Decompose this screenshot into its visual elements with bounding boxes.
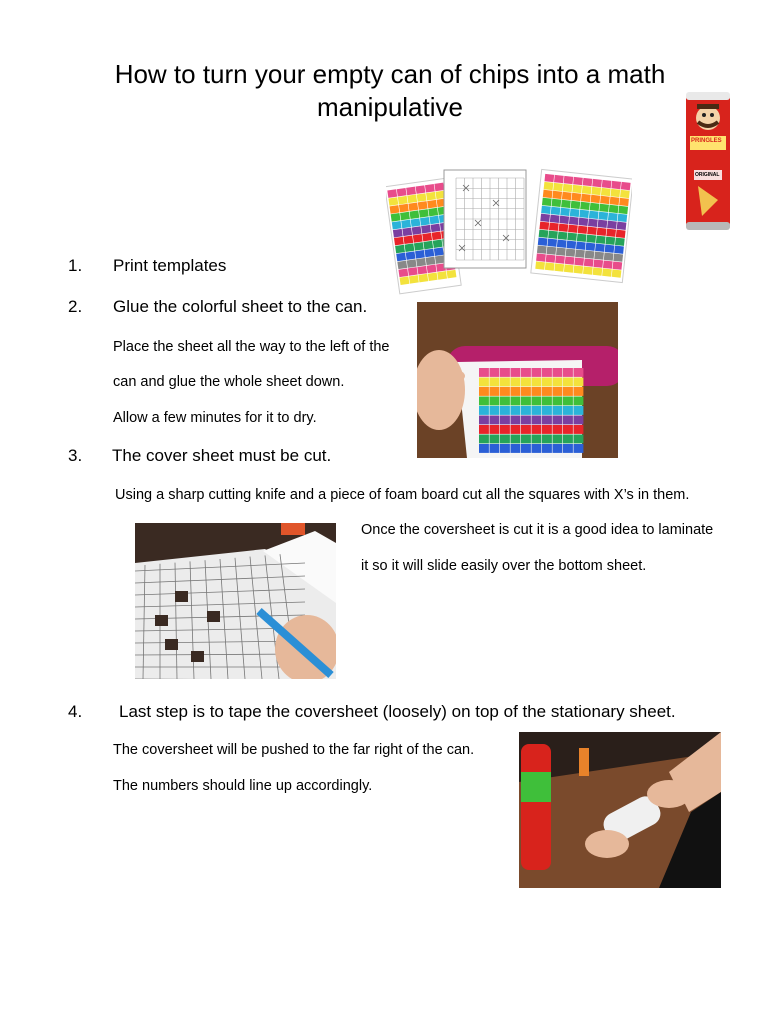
step2-text-line: can and glue the whole sheet down. [113, 374, 345, 390]
taping-coversheet-photo [519, 732, 721, 888]
glue-sheet-photo [417, 302, 618, 458]
can-flavor-label: ORIGINAL [695, 172, 720, 178]
step2-text-line: Allow a few minutes for it to dry. [113, 410, 317, 426]
step-number: 4. [68, 702, 83, 721]
step-heading: The cover sheet must be cut. [112, 446, 332, 465]
step-number: 1. [68, 256, 83, 275]
step4-text-line: The numbers should line up accordingly. [113, 778, 373, 794]
step-heading: Last step is to tape the coversheet (loosely) on top of the stationary sheet. [119, 702, 676, 721]
can-brand-label: PRINGLES [691, 138, 722, 144]
cutting-squares-photo [135, 523, 336, 679]
step4-text-line: The coversheet will be pushed to the far right of the can. [113, 742, 475, 758]
page-title: How to turn your empty can of chips into a math manipulative [114, 59, 666, 122]
step-number: 3. [68, 446, 83, 465]
step-heading: Print templates [113, 256, 227, 275]
step-number: 2. [68, 297, 83, 316]
templates-image [386, 168, 632, 296]
step3-side-text-line: Once the coversheet is cut it is a good idea to laminate [361, 522, 714, 538]
step2-text-line: Place the sheet all the way to the left of the [113, 339, 390, 355]
pringles-can-image [684, 90, 732, 232]
step-heading: Glue the colorful sheet to the can. [113, 297, 368, 316]
step3-text: Using a sharp cutting knife and a piece of foam board cut all the squares with X’s in them. [115, 487, 690, 503]
step3-side-text-line: it so it will slide easily over the bottom sheet. [361, 558, 647, 574]
